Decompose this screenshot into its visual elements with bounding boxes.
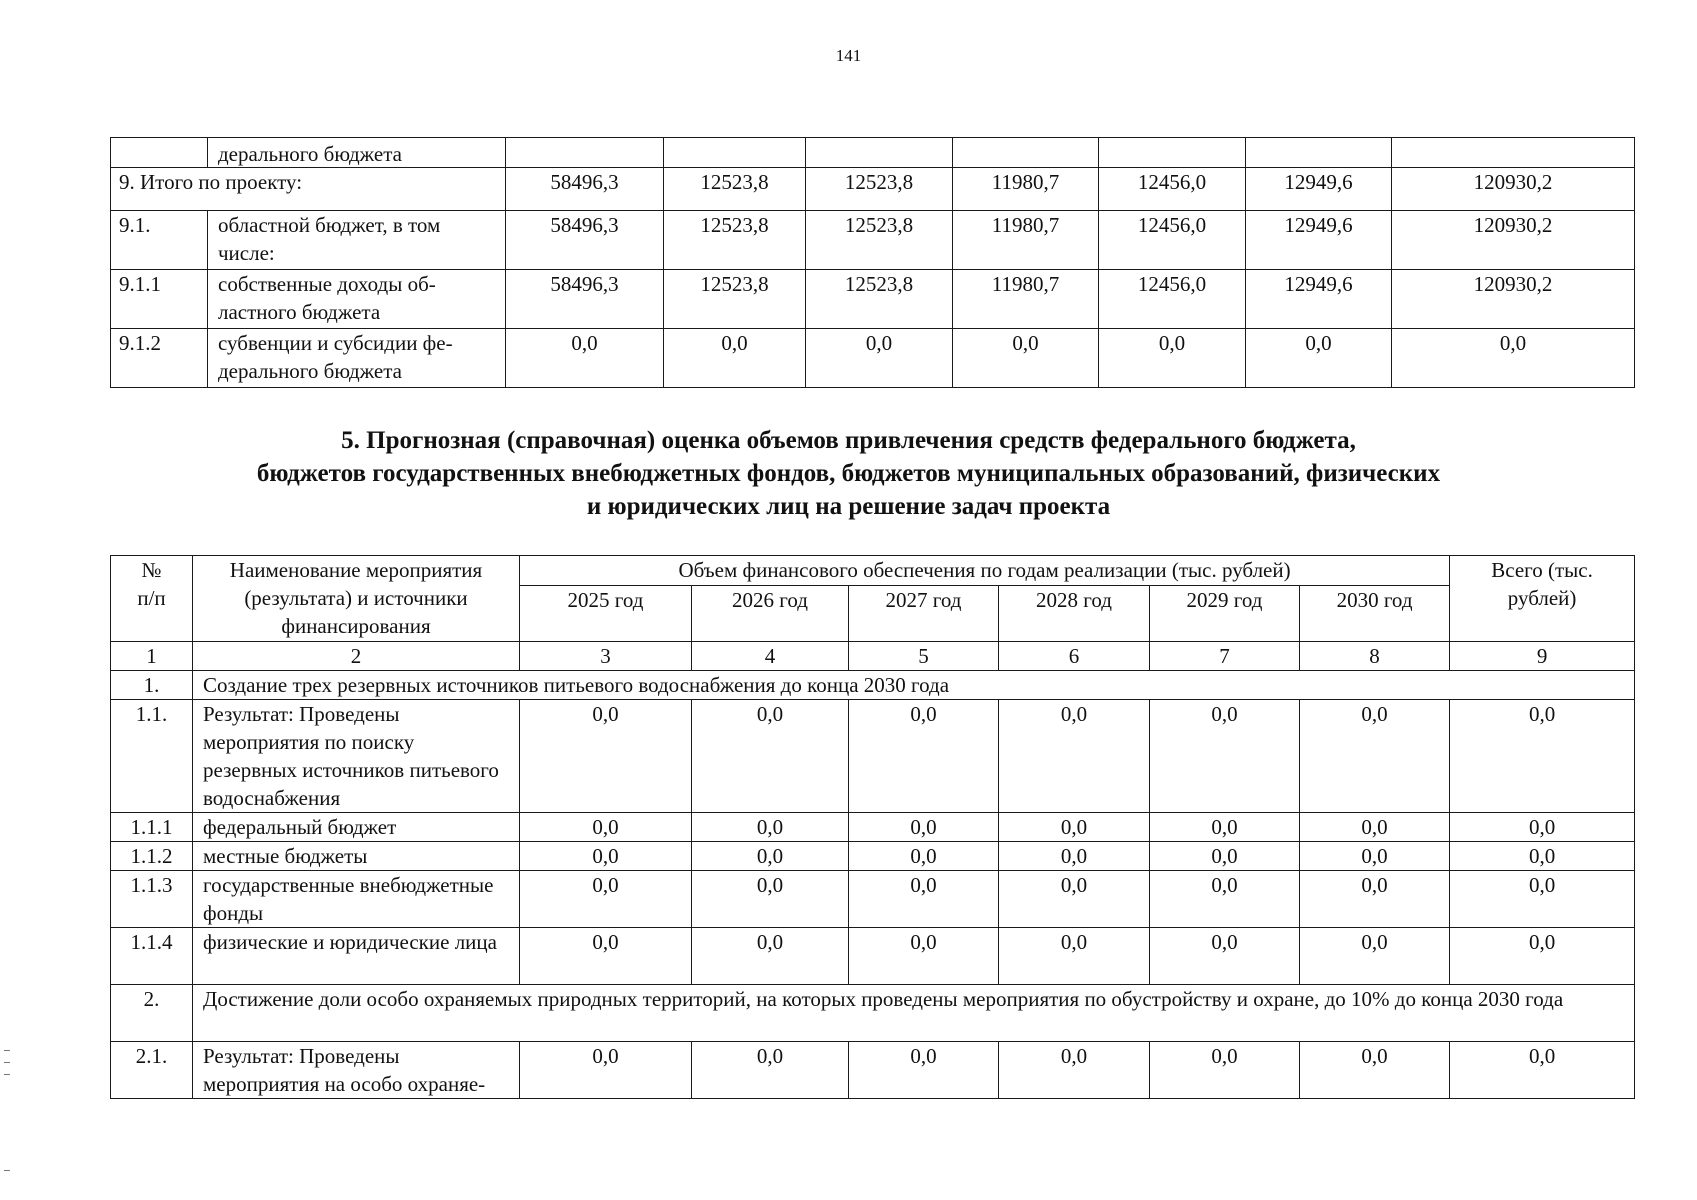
value-cell: 0,0	[520, 928, 692, 985]
value-cell: 12949,6	[1246, 270, 1392, 329]
header-year: 2030 год	[1300, 586, 1450, 642]
value-cell: 0,0	[999, 928, 1150, 985]
value-cell: 58496,3	[506, 168, 664, 211]
header-year: 2028 год	[999, 586, 1150, 642]
header-year: 2025 год	[520, 586, 692, 642]
value-cell	[953, 138, 1099, 168]
value-cell: 0,0	[1300, 928, 1450, 985]
value-cell: 12456,0	[1099, 270, 1246, 329]
row-id: 2.	[111, 985, 193, 1042]
table-row	[111, 928, 1635, 985]
value-cell: 0,0	[1246, 329, 1392, 388]
row-id: 9.1.1	[111, 270, 208, 329]
row-id: 1.1.4	[111, 928, 193, 985]
task-title: Достижение доли особо охраняемых природных территорий, на которых проведены мероприятия по обустройству и охране, до 10% до конца 2030 года	[193, 985, 1635, 1042]
section-title-line: 5. Прогнозная (справочная) оценка объемов привлечения средств федерального бюджета,	[341, 427, 1356, 454]
table-row	[111, 1042, 1635, 1099]
row-name: дерального бюджета	[208, 138, 506, 168]
value-cell: 0,0	[520, 871, 692, 928]
column-number: 9	[1450, 642, 1635, 671]
value-cell: 0,0	[999, 871, 1150, 928]
table-row	[111, 842, 1635, 871]
value-cell: 0,0	[1300, 842, 1450, 871]
task-row	[111, 985, 1635, 1042]
value-cell: 0,0	[1150, 842, 1300, 871]
row-name: областной бюджет, в том числе:	[208, 211, 506, 270]
row-id: 1.1.	[111, 700, 193, 813]
row-name: субвенции и субсидии фе-дерального бюджета	[208, 329, 506, 388]
header-year: 2029 год	[1150, 586, 1300, 642]
row-id: 9.1.2	[111, 329, 208, 388]
value-cell: 0,0	[692, 871, 849, 928]
table-row	[111, 813, 1635, 842]
value-cell: 0,0	[1150, 871, 1300, 928]
section-title	[0, 424, 1697, 523]
value-cell: 0,0	[1150, 1042, 1300, 1099]
value-cell: 0,0	[1300, 871, 1450, 928]
value-cell: 0,0	[692, 842, 849, 871]
value-cell: 12523,8	[806, 168, 953, 211]
funding-forecast-table	[110, 555, 1635, 1099]
table-row	[111, 211, 1635, 270]
value-cell: 0,0	[506, 329, 664, 388]
value-cell: 12523,8	[664, 211, 806, 270]
value-cell: 0,0	[1450, 871, 1635, 928]
header-total: Всего (тыс. рублей)	[1450, 556, 1635, 642]
value-cell: 0,0	[1450, 928, 1635, 985]
value-cell: 0,0	[999, 813, 1150, 842]
value-cell: 12523,8	[664, 270, 806, 329]
value-cell: 0,0	[1450, 1042, 1635, 1099]
row-name: государственные внебюджетные фонды	[193, 871, 520, 928]
row-name: собственные доходы об-ластного бюджета	[208, 270, 506, 329]
value-cell: 0,0	[664, 329, 806, 388]
column-number: 2	[193, 642, 520, 671]
value-cell: 0,0	[692, 928, 849, 985]
header-name: Наименование мероприятия (результата) и источники финансирования	[193, 556, 520, 642]
row-id: 9.1.	[111, 211, 208, 270]
value-cell: 0,0	[999, 1042, 1150, 1099]
column-number: 1	[111, 642, 193, 671]
value-cell: 0,0	[849, 871, 999, 928]
value-cell: 0,0	[520, 813, 692, 842]
project-total-table	[110, 137, 1635, 388]
value-cell: 0,0	[999, 700, 1150, 813]
row-id: 2.1.	[111, 1042, 193, 1099]
scan-margin-mark	[4, 1170, 10, 1171]
value-cell: 0,0	[849, 813, 999, 842]
value-cell: 120930,2	[1392, 211, 1635, 270]
row-name: федеральный бюджет	[193, 813, 520, 842]
column-number: 5	[849, 642, 999, 671]
value-cell: 0,0	[1300, 700, 1450, 813]
value-cell: 0,0	[849, 1042, 999, 1099]
value-cell: 0,0	[1150, 928, 1300, 985]
value-cell: 0,0	[1150, 813, 1300, 842]
value-cell	[1099, 138, 1246, 168]
value-cell: 0,0	[1300, 1042, 1450, 1099]
header-row	[111, 556, 1635, 586]
value-cell: 0,0	[806, 329, 953, 388]
value-cell: 0,0	[1099, 329, 1246, 388]
value-cell: 0,0	[692, 700, 849, 813]
value-cell: 0,0	[849, 928, 999, 985]
value-cell: 0,0	[520, 1042, 692, 1099]
value-cell	[1392, 138, 1635, 168]
scan-margin-mark	[4, 1050, 10, 1051]
value-cell: 12523,8	[664, 168, 806, 211]
table-row	[111, 138, 1635, 168]
row-id: 1.	[111, 671, 193, 700]
value-cell	[806, 138, 953, 168]
value-cell: 0,0	[1450, 842, 1635, 871]
value-cell: 0,0	[999, 842, 1150, 871]
value-cell	[664, 138, 806, 168]
value-cell	[506, 138, 664, 168]
row-name: местные бюджеты	[193, 842, 520, 871]
value-cell: 12456,0	[1099, 211, 1246, 270]
section-title-line: бюджетов государственных внебюджетных фондов, бюджетов муниципальных образований, физических	[256, 460, 1441, 487]
value-cell: 120930,2	[1392, 270, 1635, 329]
value-cell: 0,0	[1450, 813, 1635, 842]
column-number: 4	[692, 642, 849, 671]
table-row	[111, 700, 1635, 813]
value-cell: 11980,7	[953, 270, 1099, 329]
value-cell: 12949,6	[1246, 211, 1392, 270]
value-cell: 0,0	[692, 813, 849, 842]
page-number: 141	[835, 46, 862, 65]
scan-margin-mark	[4, 1062, 10, 1063]
header-year: 2026 год	[692, 586, 849, 642]
value-cell: 0,0	[849, 842, 999, 871]
value-cell: 12949,6	[1246, 168, 1392, 211]
value-cell: 0,0	[849, 700, 999, 813]
row-name: Результат: Проведены мероприятия по поиску резервных источников питьевого водоснабжения	[193, 700, 520, 813]
column-number: 8	[1300, 642, 1450, 671]
column-number: 6	[999, 642, 1150, 671]
header-year: 2027 год	[849, 586, 999, 642]
table-row	[111, 329, 1635, 388]
value-cell: 12523,8	[806, 211, 953, 270]
row-id: 1.1.3	[111, 871, 193, 928]
value-cell: 120930,2	[1392, 168, 1635, 211]
table-row	[111, 168, 1635, 211]
table-row	[111, 270, 1635, 329]
header-num: № п/п	[111, 556, 193, 642]
value-cell: 0,0	[692, 1042, 849, 1099]
value-cell	[1246, 138, 1392, 168]
value-cell: 0,0	[1150, 700, 1300, 813]
value-cell: 11980,7	[953, 211, 1099, 270]
row-id	[111, 138, 208, 168]
row-name: физические и юридические лица	[193, 928, 520, 985]
value-cell: 0,0	[520, 700, 692, 813]
column-number: 3	[520, 642, 692, 671]
row-id: 1.1.2	[111, 842, 193, 871]
column-number: 7	[1150, 642, 1300, 671]
value-cell: 0,0	[1392, 329, 1635, 388]
value-cell: 58496,3	[506, 211, 664, 270]
task-title: Создание трех резервных источников питьевого водоснабжения до конца 2030 года	[193, 671, 1635, 700]
value-cell: 11980,7	[953, 168, 1099, 211]
value-cell: 12523,8	[806, 270, 953, 329]
header-volume: Объем финансового обеспечения по годам реализации (тыс. рублей)	[520, 556, 1450, 586]
column-number-row	[111, 642, 1635, 671]
row-id: 1.1.1	[111, 813, 193, 842]
value-cell: 0,0	[953, 329, 1099, 388]
task-row	[111, 671, 1635, 700]
section-title-line: и юридических лиц на решение задач проекта	[586, 493, 1111, 520]
row-name: Результат: Проведены мероприятия на особо охраняе-	[193, 1042, 520, 1099]
value-cell: 12456,0	[1099, 168, 1246, 211]
value-cell: 0,0	[1300, 813, 1450, 842]
value-cell: 0,0	[1450, 700, 1635, 813]
value-cell: 58496,3	[506, 270, 664, 329]
row-label: 9. Итого по проекту:	[111, 168, 506, 211]
value-cell: 0,0	[520, 842, 692, 871]
scan-margin-mark	[4, 1074, 10, 1075]
table-row	[111, 871, 1635, 928]
